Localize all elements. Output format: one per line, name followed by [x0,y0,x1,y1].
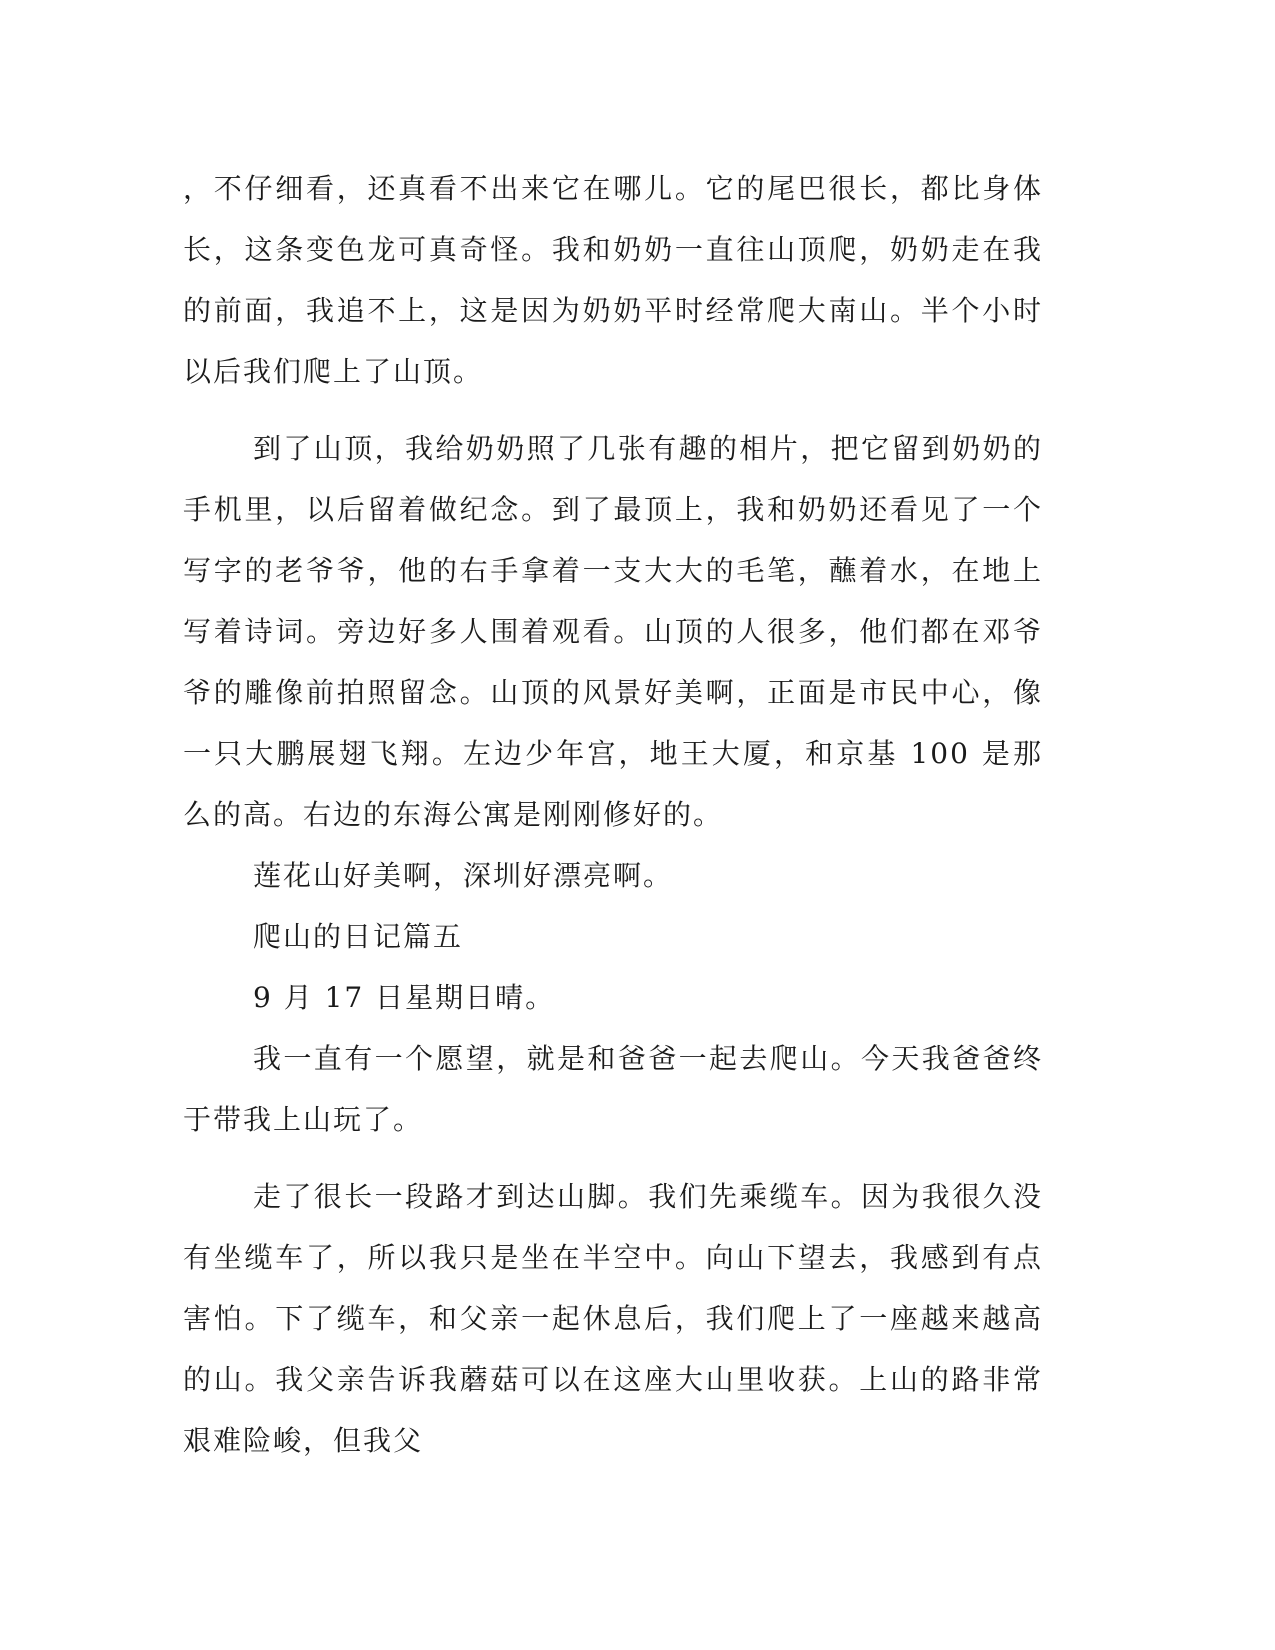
body-text [183,158,1043,1471]
paragraph-closing: 莲花山好美啊，深圳好漂亮啊。 [253,859,674,892]
paragraph-mountain-top: 到了山顶，我给奶奶照了几张有趣的相片，把它留到奶奶的手机里，以后留着做纪念。到了最顶上，我和奶奶还看见了一个写字的老爷爷，他的右手拿着一支大大的毛笔，蘸着水，在地上写着诗词。旁边好多人围着观看。山顶的人很多，他们都在邓爷爷的雕像前拍照留念。山顶的风景好美啊，正面是市民中心，像一只大鹏展翅飞翔。左边少年宫，地王大厦，和京基 100 是那么的高。右边的东海公寓是刚刚修好的。 [183,432,1043,831]
paragraph-continuation: ，不仔细看，还真看不出来它在哪儿。它的尾巴很长，都比身体长，这条变色龙可真奇怪。我和奶奶一直往山顶爬，奶奶走在我的前面，我追不上，这是因为奶奶平时经常爬大南山。半个小时以后我们爬上了山顶。 [183,172,1043,388]
section-heading: 爬山的日记篇五 [253,920,464,953]
paragraph-cable-car: 走了很长一段路才到达山脚。我们先乘缆车。因为我很久没有坐缆车了，所以我只是坐在半空中。向山下望去，我感到有点害怕。下了缆车，和父亲一起休息后，我们爬上了一座越来越高的山。我父亲告诉我蘑菇可以在这座大山里收获。上山的路非常艰难险峻，但我父 [183,1180,1043,1457]
paragraph-wish: 我一直有一个愿望，就是和爸爸一起去爬山。今天我爸爸终于带我上山玩了。 [183,1042,1043,1136]
diary-date: 9 月 17 日星期日晴。 [253,981,556,1014]
